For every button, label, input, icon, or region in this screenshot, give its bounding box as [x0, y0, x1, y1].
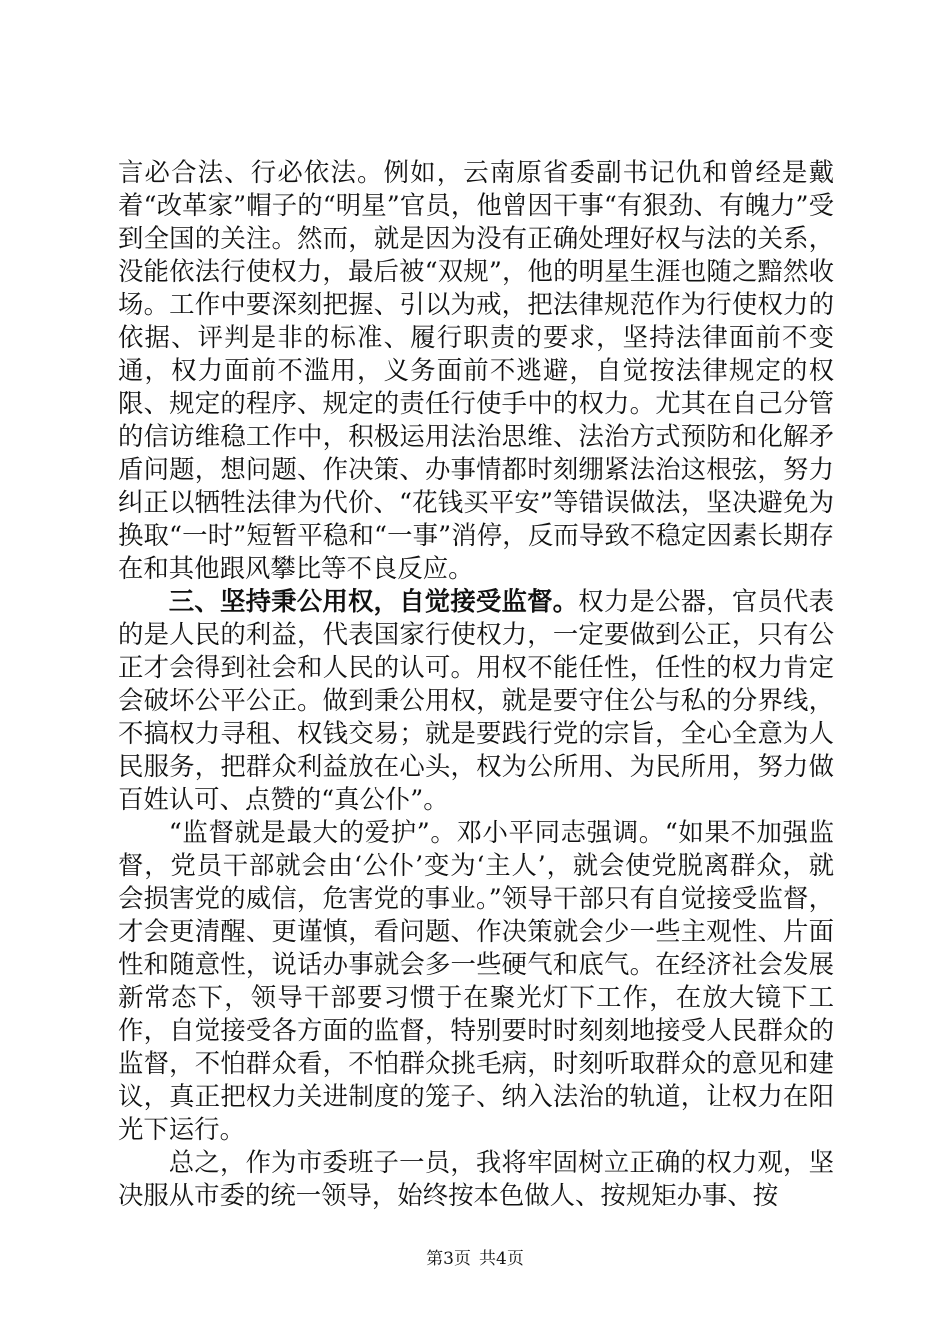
paragraph-text: 言必合法、行必依法。例如，云南原省委副书记仇和曾经是戴着“改革家”帽子的“明星”官员，他曾因干事“有狠劲、有魄力”受到全国的关注。然而，就是因为没有正确处理好权与法的关系，没能依法行使权力，最后被“双规”，他的明星生涯也随之黯然收场。工作中要深刻把握、引以为戒，把法律规范作为行使权力的依据、评判是非的标准、履行职责的要求，坚持法律面前不变通，权力面前不滥用，义务面前不逃避，自觉按法律规定的权限、规定的程序、规定的责任行使手中的权力。尤其在自己分管的信访维稳工作中，积极运用法治思维、法治方式预防和化解矛盾问题，想问题、作决策、办事情都时刻绷紧法治这根弦，努力纠正以牺牲法律为代价、“花钱买平安”等错误做法，坚决避免为换取“一时”短暂平稳和“一事”消停，反而导致不稳定因素长期存在和其他跟风攀比等不良反应。 [118, 157, 834, 583]
paragraph-text: 总之，作为市委班子一员，我将牢固树立正确的权力观，坚决服从市委的统一领导，始终按本色做人、按规矩办事、按 [118, 1147, 834, 1210]
paragraph-supervision [118, 816, 834, 1146]
paragraph-continuation [118, 156, 834, 585]
page-total: 共4页 [479, 1249, 524, 1269]
section-heading: 三、坚持秉公用权，自觉接受监督。 [168, 586, 579, 616]
paragraph-conclusion [118, 1146, 834, 1212]
paragraph-text: 权力是公器，官员代表的是人民的利益，代表国家行使权力，一定要做到公正，只有公正才会得到社会和人民的认可。用权不能任性，任性的权力肯定会破坏公平公正。做到秉公用权，就是要守住公与私的分界线，不搞权力寻租、权钱交易；就是要践行党的宗旨，全心全意为人民服务，把群众利益放在心头，权为公所用、为民所用，努力做百姓认可、点赞的“真公仆”。 [118, 586, 835, 814]
page-number: 第3页 [426, 1249, 471, 1269]
paragraph-text: “监督就是最大的爱护”。邓小平同志强调。“如果不加强监督，党员干部就会由‘公仆’变为‘主人’，就会使党脱离群众，就会损害党的威信，危害党的事业。”领导干部只有自觉接受监督，才会更清醒、更谨慎，看问题、作决策就会少一些主观性、片面性和随意性，说话办事就会多一些硬气和底气。在经济社会发展新常态下，领导干部要习惯于在聚光灯下工作，在放大镜下工作，自觉接受各方面的监督，特别要时时刻刻地接受人民群众的监督，不怕群众看，不怕群众挑毛病，时刻听取群众的意见和建议，真正把权力关进制度的笼子、纳入法治的轨道，让权力在阳光下运行。 [118, 817, 834, 1144]
paragraph-section-three [118, 585, 834, 816]
page-footer [0, 1244, 950, 1269]
document-body [118, 156, 834, 1212]
